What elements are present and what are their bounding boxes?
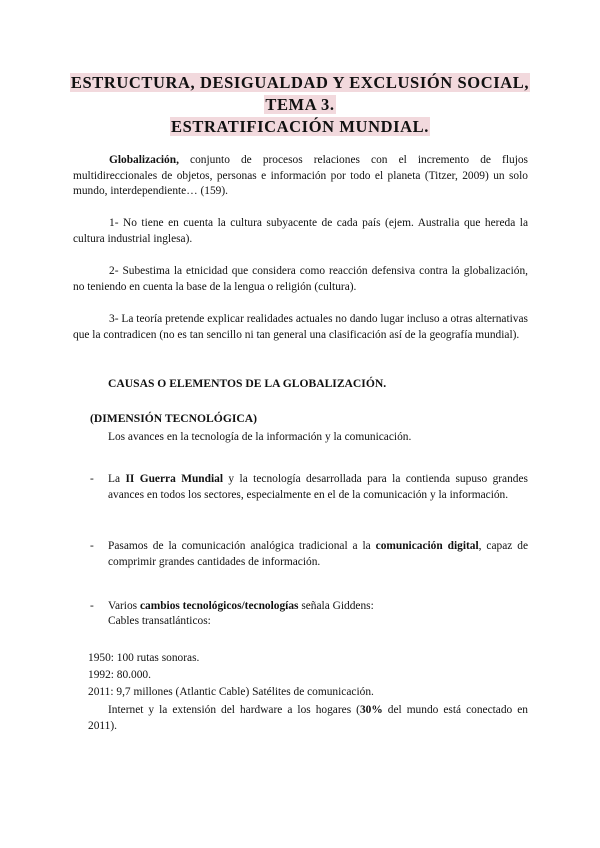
intro-paragraph [73, 153, 528, 200]
closing-paragraph: Internet y la extensión del hardware a los hogares (30% del mundo está conectado en 2011). [88, 704, 528, 732]
dimension-text: Los avances en la tecnología de la información y la comunicación. [108, 431, 412, 443]
point-1: 1- No tiene en cuenta la cultura subyacente de cada país (ejem. Australia que hereda la cultura industrial inglesa). [73, 217, 528, 245]
bullet-marker-1: - [90, 473, 94, 485]
bullet-2: Pasamos de la comunicación analógica tradicional a la comunicación digital, capaz de comprimir grandes cantidades de información. [108, 540, 528, 568]
cables-label: Cables transatlánticos: [108, 615, 211, 627]
dimension-heading: (DIMENSIÓN TECNOLÓGICA) [90, 412, 257, 425]
title-line-1: ESTRUCTURA, DESIGUALDAD Y EXCLUSIÓN SOCIAL, [70, 73, 530, 92]
point-2: 2- Subestima la etnicidad que considera como reacción defensiva contra la globalización, no teniendo en cuenta la base de la lengua o religión (cultura). [73, 265, 528, 293]
stat-1950: 1950: 100 rutas sonoras. [88, 652, 200, 664]
bullet-marker-3: - [90, 600, 94, 612]
bullet-marker-2: - [90, 540, 94, 552]
title-line-3: ESTRATIFICACIÓN MUNDIAL. [171, 117, 429, 136]
bullet-1: La II Guerra Mundial y la tecnología desarrollada para la contienda supuso grandes avances en todos los sectores, especialmente en el de la comunicación y la información. [108, 473, 528, 501]
section-heading: CAUSAS O ELEMENTOS DE LA GLOBALIZACIÓN. [108, 377, 387, 390]
point-3: 3- La teoría pretende explicar realidades actuales no dando lugar incluso a otras alternativas que la contradicen (no es tan sencillo ni tan general una clasificación así de la geografía mundial). [73, 313, 528, 341]
bullet-3: Varios cambios tecnológicos/tecnologías señala Giddens: [108, 600, 374, 612]
stat-2011: 2011: 9,7 millones (Atlantic Cable) Satélites de comunicación. [88, 686, 374, 698]
title-line-2: TEMA 3. [265, 95, 335, 114]
intro-term: Globalización, [109, 154, 179, 166]
intro-text: conjunto de procesos relaciones con el incremento de flujos multidireccionales de objetos, personas e información por todo el planeta (Titzer, 2009) un solo mundo, interdependiente… (159). [73, 154, 528, 197]
stat-1992: 1992: 80.000. [88, 669, 151, 681]
